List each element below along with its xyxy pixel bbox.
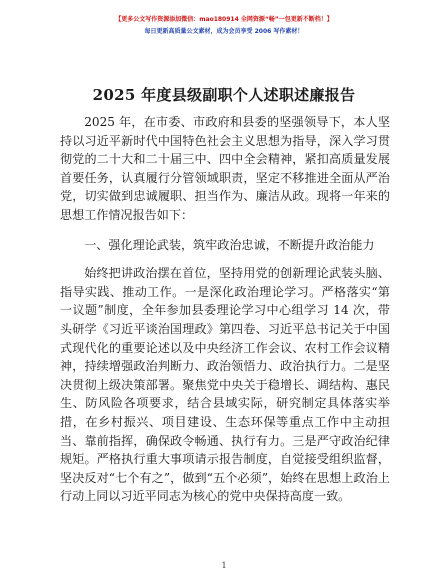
- page-number: 1: [221, 561, 227, 570]
- document-title: 2025 年度县级副职个人述职述廉报告: [92, 86, 356, 104]
- promo-line-1: 【更多公文写作资源添加微信：mao180914 全网资源“畅”一包更新不断档！】: [115, 16, 333, 23]
- document-body: [60, 113, 390, 506]
- section-heading-1: 一、强化理论武装，筑牢政治忠诚，不断提升政治能力: [84, 237, 375, 252]
- intro-paragraph: 2025 年，在市委、市政府和县委的坚强领导下，本人坚持以习近平新时代中国特色社会主义思想为指导，深入学习贯彻党的二十大和二十届三中、四中全会精神，紧扣高质量发展首要任务，认真履行分管领域职责，坚定不移推进全面从严治党，切实做到忠诚履职、担当作为、廉洁从政。现将一年来的思想工作情况报告如下：: [60, 115, 390, 222]
- promo-banner: [0, 14, 448, 38]
- promo-line-2: 每日更新高质量公文素材，成为会员享受 2006 写作素材！: [144, 28, 304, 35]
- body-paragraph: 始终把讲政治摆在首位，坚持用党的创新理论武装头脑、指导实践、推动工作。一是深化政治理论学习。严格落实“第一议题”制度，全年参加县委理论学习中心组学习 14 次，带头研学《习近平谈治国理政》第四卷、习近平总书记关于中国式现代化的重要论述以及中央经济工作会议、农村工作会议精神，持续增强政治判断力、政治领悟力、政治执行力。二是坚决贯彻上级决策部署。聚焦党中央关于稳增长、调结构、惠民生、防风险各项要求，结合县域实际，研究制定具体落实举措，在乡村振兴、项目建设、生态环保等重点工作中主动担当、靠前指挥，确保政令畅通、执行有力。三是严守政治纪律规矩。严格执行重大事项请示报告制度，自觉接受组织监督，坚决反对“七个有之”，做到“五个必须”，始终在思想上政治上行动上同以习近平同志为核心的党中央保持高度一致。: [60, 266, 390, 504]
